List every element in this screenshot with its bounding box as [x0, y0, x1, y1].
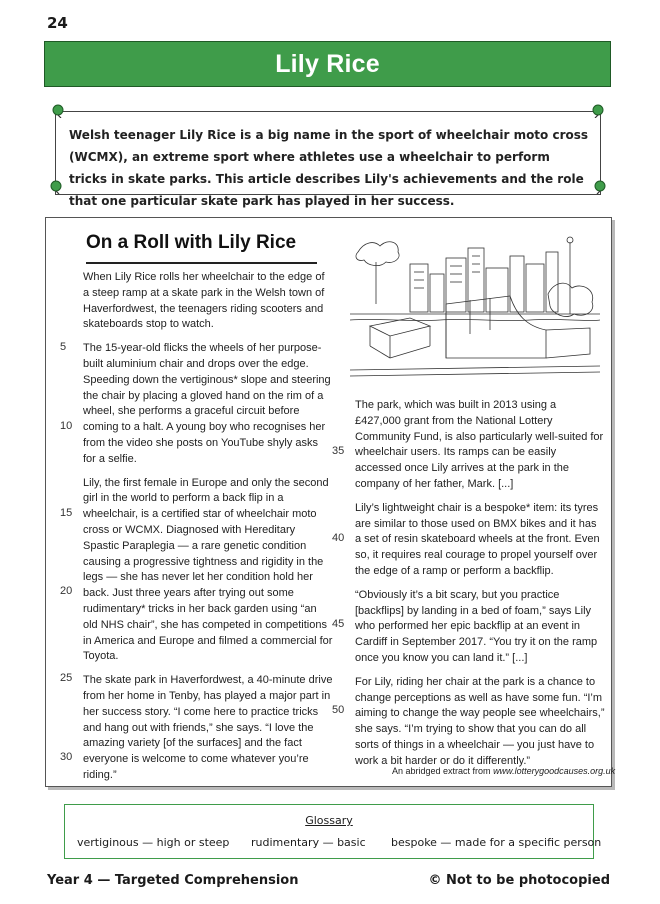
intro-text: Welsh teenager Lily Rice is a big name in the sport of wheelchair moto cross (WCMX), an extreme sport where athletes use a wheelchair to perform tricks in skate parks. This article describes Lily's achievements and the role that one particular skate park has played in her success. [69, 128, 589, 208]
line-number: 35 [332, 445, 345, 457]
footer-right: © Not to be photocopied [428, 873, 610, 888]
line-number: 40 [332, 532, 345, 544]
article-box [45, 217, 616, 787]
pin-icon [49, 180, 63, 194]
line-number: 5 [60, 341, 67, 353]
line-number: 45 [332, 618, 345, 630]
page-title: Lily Rice [275, 49, 380, 78]
line-number: 30 [60, 751, 73, 763]
source-prefix: An abridged extract from [392, 766, 494, 776]
glossary-entry: bespoke — made for a specific person [391, 836, 602, 849]
article-paragraph: Lily’s lightweight chair is a bespoke* item: its tyres are similar to those used on BMX bikes and it has a set of resin skateboard wheels at the front. Even so, it requires real courage to propel yourself over the edge of a ramp or perform a backflip. [355, 501, 600, 577]
page-number: 24 [47, 14, 68, 32]
pin-icon [593, 180, 607, 194]
article-left-column [83, 270, 333, 792]
article-right-column [355, 398, 605, 778]
footer-left: Year 4 — Targeted Comprehension [47, 873, 299, 888]
article-paragraph: The skate park in Haverfordwest, a 40-minute drive from her home in Tenby, has played a major part in her success story. “I come here to practice tricks and hang out with friends,” she says. “I love the amazing variety [of the surfaces] and the fact everyone is welcome to come whatever you’re riding.” [83, 674, 333, 781]
pin-icon [591, 104, 605, 118]
line-number: 25 [60, 672, 73, 684]
article-paragraph: The 15-year-old flicks the wheels of her purpose-built aluminium chair and drops over the edge. Speeding down the vertiginous* slope and steering the chair by placing a gloved hand on the rim of a wheel, she performs a graceful circuit before coming to a halt. A young boy who recognises her from the video she posts on YouTube shyly asks for a selfie. [83, 342, 331, 465]
glossary-title: Glossary [305, 814, 353, 827]
article-paragraph: Lily, the first female in Europe and only the second girl in the world to perform a back flip in a wheelchair, is a certified star of wheelchair moto cross or WCMX. Diagnosed with Hereditary Spastic Paraplegia — a rare genetic condition causing a progressive tightness and rigidity in the legs — she has never let her condition hold her back. Just three years after trying out some rudimentary* tricks in her back garden using “an old NHS chair”, she has competed in competitions in America and Europe and filmed a commercial for Toyota. [83, 476, 333, 663]
article-paragraph: The park, which was built in 2013 using a £427,000 grant from the National Lottery Community Fund, is also particularly well-suited for wheelchair users. Its ramps can be easily accessed once Lily arrives at the park in the company of her father, Mark. [...] [355, 399, 604, 490]
skate-park-illustration [350, 234, 600, 384]
title-banner [44, 41, 611, 87]
source-url: www.lotterygoodcauses.org.uk [493, 766, 616, 776]
article-paragraph: “Obviously it’s a bit scary, but you practice [backflips] by landing in a bed of foam,” says Lily who performed her epic backflip at an event in Cardiff in September 2017. “You try it on the ramp once you know you can land it.” [...] [355, 588, 598, 664]
line-number: 50 [332, 704, 345, 716]
article-paragraph: When Lily Rice rolls her wheelchair to the edge of a steep ramp at a skate park in the Welsh town of Haverfordwest, the teenagers riding scooters and skateboards stop to watch. [83, 271, 325, 331]
article-paragraph: For Lily, riding her chair at the park is a chance to change perceptions as well as have some fun. “I’m aiming to change the way people see wheelchairs,” she says. “I’m trying to show that you can do all sorts of things in a wheelchair — you just have to work a bit harder or do it differently.” [355, 675, 605, 767]
pin-icon [51, 104, 65, 118]
glossary-box [64, 804, 602, 859]
intro-box [45, 104, 611, 208]
line-number: 20 [60, 585, 73, 597]
glossary-entry: vertiginous — high or steep [77, 836, 230, 849]
heading-underline [86, 262, 317, 264]
article-heading: On a Roll with Lily Rice [86, 232, 297, 253]
source-credit [392, 766, 615, 776]
line-number: 10 [60, 420, 73, 432]
line-number: 15 [60, 507, 73, 519]
glossary-entry: rudimentary — basic [251, 836, 366, 849]
